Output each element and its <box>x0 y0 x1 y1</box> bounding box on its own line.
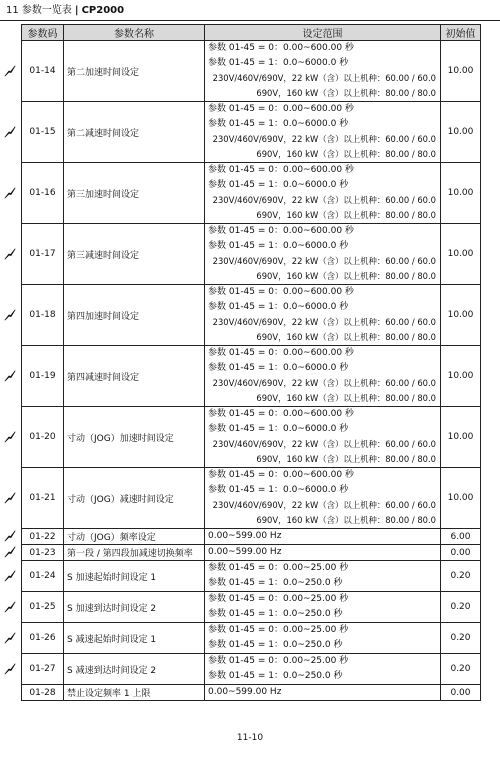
range-line: 690V，160 kW（含）以上机种：80.00 / 80.0 <box>256 271 436 281</box>
param-code: 01-18 <box>22 285 64 346</box>
table-row <box>22 224 481 285</box>
param-name: S 减速起始时间设定 1 <box>64 623 205 654</box>
param-default: 10.00 <box>441 407 481 468</box>
model-name: CP2000 <box>81 5 125 16</box>
chapter-title: 11 参数一览表 <box>6 5 72 16</box>
edit-mark-column <box>2 0 20 765</box>
range-line: 参数 01-45 = 1：0.0~250.0 秒 <box>208 609 343 619</box>
table-row <box>22 561 481 592</box>
header-separator: | <box>74 5 79 16</box>
param-name: 第二加速时间设定 <box>64 41 205 102</box>
range-line: 参数 01-45 = 0：0.00~600.00 秒 <box>208 226 354 236</box>
param-code: 01-23 <box>22 545 64 561</box>
param-code: 01-28 <box>22 685 64 701</box>
range-line: 690V，160 kW（含）以上机种：80.00 / 80.0 <box>256 88 436 98</box>
range-line: 参数 01-45 = 0：0.00~600.00 秒 <box>208 43 354 53</box>
param-default: 6.00 <box>441 529 481 545</box>
param-range <box>205 41 441 102</box>
page-header <box>6 4 124 18</box>
range-line: 690V，160 kW（含）以上机种：80.00 / 80.0 <box>256 210 436 220</box>
param-range <box>205 407 441 468</box>
range-line: 参数 01-45 = 0：0.00~25.00 秒 <box>208 563 349 573</box>
table-row <box>22 654 481 685</box>
range-line: 230V/460V/690V，22 kW（含）以上机种：60.00 / 60.0 <box>212 378 436 388</box>
range-line: 690V，160 kW（含）以上机种：80.00 / 80.0 <box>256 393 436 403</box>
table-row <box>22 545 481 561</box>
range-line: 230V/460V/690V，22 kW（含）以上机种：60.00 / 60.0 <box>212 256 436 266</box>
param-default: 10.00 <box>441 163 481 224</box>
lightning-mark-icon <box>4 570 16 582</box>
param-name: S 减速到达时间设定 2 <box>64 654 205 685</box>
param-name: 寸动（JOG）频率设定 <box>64 529 205 545</box>
param-range <box>205 685 441 701</box>
table-row <box>22 468 481 529</box>
table-row <box>22 102 481 163</box>
param-code: 01-27 <box>22 654 64 685</box>
param-name: 禁止设定频率 1 上限 <box>64 685 205 701</box>
param-code: 01-24 <box>22 561 64 592</box>
col-header-default: 初始值 <box>441 25 481 41</box>
lightning-mark-icon <box>4 530 16 542</box>
range-line: 230V/460V/690V，22 kW（含）以上机种：60.00 / 60.0 <box>212 134 436 144</box>
page-number: 11-10 <box>236 733 264 743</box>
param-default: 10.00 <box>441 346 481 407</box>
lightning-mark-icon <box>4 601 16 613</box>
lightning-mark-icon <box>4 663 16 675</box>
param-name: 第二减速时间设定 <box>64 102 205 163</box>
lightning-mark-icon <box>4 492 16 504</box>
param-range <box>205 623 441 654</box>
param-range <box>205 163 441 224</box>
param-default: 10.00 <box>441 468 481 529</box>
param-code: 01-17 <box>22 224 64 285</box>
param-range <box>205 529 441 545</box>
lightning-mark-icon <box>4 126 16 138</box>
param-default: 0.20 <box>441 623 481 654</box>
table-body <box>22 41 481 701</box>
table-row <box>22 685 481 701</box>
lightning-mark-icon <box>4 309 16 321</box>
param-range <box>205 654 441 685</box>
range-line: 690V，160 kW（含）以上机种：80.00 / 80.0 <box>256 515 436 525</box>
range-line: 参数 01-45 = 1：0.0~6000.0 秒 <box>208 119 349 129</box>
header-rule <box>0 20 500 21</box>
range-line: 参数 01-45 = 1：0.0~6000.0 秒 <box>208 424 349 434</box>
param-name: S 加速到达时间设定 2 <box>64 592 205 623</box>
lightning-mark-icon <box>4 248 16 260</box>
table-row <box>22 529 481 545</box>
param-name: 第四减速时间设定 <box>64 346 205 407</box>
param-name: 第一段 / 第四段加减速切换频率 <box>64 545 205 561</box>
param-code: 01-20 <box>22 407 64 468</box>
param-range <box>205 545 441 561</box>
range-line: 230V/460V/690V，22 kW（含）以上机种：60.00 / 60.0 <box>212 439 436 449</box>
param-code: 01-19 <box>22 346 64 407</box>
param-name: 第四加速时间设定 <box>64 285 205 346</box>
param-code: 01-21 <box>22 468 64 529</box>
range-line: 参数 01-45 = 1：0.0~6000.0 秒 <box>208 485 349 495</box>
range-line: 参数 01-45 = 1：0.0~6000.0 秒 <box>208 241 349 251</box>
range-line: 230V/460V/690V，22 kW（含）以上机种：60.00 / 60.0 <box>212 195 436 205</box>
table-row <box>22 592 481 623</box>
range-line: 参数 01-45 = 0：0.00~600.00 秒 <box>208 104 354 114</box>
range-line: 690V，160 kW（含）以上机种：80.00 / 80.0 <box>256 332 436 342</box>
lightning-mark-icon <box>4 546 16 558</box>
param-default: 0.20 <box>441 654 481 685</box>
param-code: 01-16 <box>22 163 64 224</box>
table-row <box>22 41 481 102</box>
param-code: 01-25 <box>22 592 64 623</box>
table-row <box>22 163 481 224</box>
range-line: 参数 01-45 = 0：0.00~600.00 秒 <box>208 287 354 297</box>
lightning-mark-icon <box>4 370 16 382</box>
range-line: 0.00~599.00 Hz <box>208 547 282 557</box>
param-name: 寸动（JOG）减速时间设定 <box>64 468 205 529</box>
col-header-code: 参数码 <box>22 25 64 41</box>
range-line: 参数 01-45 = 1：0.0~250.0 秒 <box>208 578 343 588</box>
range-line: 参数 01-45 = 1：0.0~250.0 秒 <box>208 640 343 650</box>
table-row <box>22 346 481 407</box>
param-default: 10.00 <box>441 285 481 346</box>
param-default: 0.20 <box>441 561 481 592</box>
range-line: 230V/460V/690V，22 kW（含）以上机种：60.00 / 60.0 <box>212 73 436 83</box>
param-range <box>205 102 441 163</box>
table-row <box>22 623 481 654</box>
lightning-mark-icon <box>4 431 16 443</box>
range-line: 参数 01-45 = 0：0.00~25.00 秒 <box>208 594 349 604</box>
range-line: 参数 01-45 = 1：0.0~250.0 秒 <box>208 671 343 681</box>
range-line: 参数 01-45 = 0：0.00~600.00 秒 <box>208 165 354 175</box>
range-line: 参数 01-45 = 0：0.00~600.00 秒 <box>208 348 354 358</box>
range-line: 230V/460V/690V，22 kW（含）以上机种：60.00 / 60.0 <box>212 317 436 327</box>
range-line: 参数 01-45 = 0：0.00~600.00 秒 <box>208 409 354 419</box>
range-line: 690V，160 kW（含）以上机种：80.00 / 80.0 <box>256 454 436 464</box>
range-line: 0.00~599.00 Hz <box>208 531 282 541</box>
range-line: 0.00~599.00 Hz <box>208 687 282 697</box>
range-line: 230V/460V/690V，22 kW（含）以上机种：60.00 / 60.0 <box>212 500 436 510</box>
param-code: 01-26 <box>22 623 64 654</box>
range-line: 参数 01-45 = 1：0.0~6000.0 秒 <box>208 58 349 68</box>
col-header-range: 设定范围 <box>205 25 441 41</box>
param-range <box>205 346 441 407</box>
param-range <box>205 468 441 529</box>
range-line: 参数 01-45 = 1：0.0~6000.0 秒 <box>208 302 349 312</box>
param-name: 第三减速时间设定 <box>64 224 205 285</box>
range-line: 参数 01-45 = 1：0.0~6000.0 秒 <box>208 363 349 373</box>
range-line: 参数 01-45 = 0：0.00~25.00 秒 <box>208 625 349 635</box>
table-row <box>22 285 481 346</box>
range-line: 参数 01-45 = 0：0.00~600.00 秒 <box>208 470 354 480</box>
lightning-mark-icon <box>4 187 16 199</box>
param-range <box>205 285 441 346</box>
lightning-mark-icon <box>4 632 16 644</box>
param-default: 10.00 <box>441 41 481 102</box>
table-row <box>22 407 481 468</box>
param-code: 01-15 <box>22 102 64 163</box>
param-default: 10.00 <box>441 102 481 163</box>
lightning-mark-icon <box>4 65 16 77</box>
param-code: 01-22 <box>22 529 64 545</box>
parameter-table <box>21 24 481 701</box>
range-line: 参数 01-45 = 1：0.0~6000.0 秒 <box>208 180 349 190</box>
range-line: 690V，160 kW（含）以上机种：80.00 / 80.0 <box>256 149 436 159</box>
param-default: 0.00 <box>441 545 481 561</box>
param-name: S 加速起始时间设定 1 <box>64 561 205 592</box>
param-name: 寸动（JOG）加速时间设定 <box>64 407 205 468</box>
param-default: 0.20 <box>441 592 481 623</box>
param-range <box>205 224 441 285</box>
param-range <box>205 592 441 623</box>
param-default: 0.00 <box>441 685 481 701</box>
param-range <box>205 561 441 592</box>
param-name: 第三加速时间设定 <box>64 163 205 224</box>
param-code: 01-14 <box>22 41 64 102</box>
table-header-row <box>22 25 481 41</box>
col-header-name: 参数名称 <box>64 25 205 41</box>
range-line: 参数 01-45 = 0：0.00~25.00 秒 <box>208 656 349 666</box>
param-default: 10.00 <box>441 224 481 285</box>
